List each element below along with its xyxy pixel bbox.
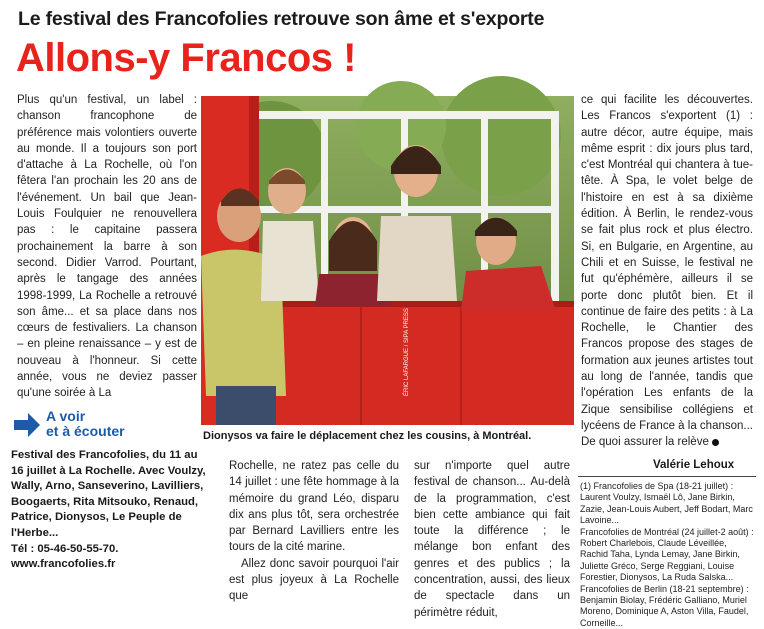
- photo-caption: Dionysos va faire le déplacement chez les cousins, à Montréal.: [203, 430, 532, 442]
- article-column-2: [229, 458, 399, 603]
- listing-spa: (1) Francofolies de Spa (18-21 juillet) : Laurent Voulzy, Ismaël Lô, Jane Birkin, Zazie, Jean-Louis Aubert, Jeff Bodart, Marc Lavoine...: [580, 481, 753, 526]
- author-signature: Valérie Lehoux: [653, 459, 735, 471]
- listing-berlin: Francofolies de Berlin (18-21 septembre) : Benjamin Biolay, Frédéric Galliano, Muriel Moreno, Dominique A, Aston Villa, Faudel, Corneille...: [580, 583, 749, 628]
- listing-divider: [578, 476, 756, 477]
- column-3-text: sur n'importe quel autre festival de chanson... Au-delà de la programmation, c'est bien cette ambiance qui fait toute la différence ; le mélange bon enfant des genres et des publics ; la concentration, aussi, des lieux de spectacle dans un périmètre réduit,: [414, 460, 570, 619]
- photo-credit: [404, 386, 410, 396]
- column-2-paragraph-2: Allez donc savoir pourquoi l'air est plus joyeux à La Rochelle que: [229, 557, 399, 603]
- info-box-details: Festival des Francofolies, du 11 au 16 juillet à La Rochelle. Avec Voulzy, Wally, Arno, Sanseverino, Lavilliers, Boogaerts, Rita Mitsouko, Renaud, Patrice, Dionysos, Le Peuple de l'Herbe...: [11, 449, 206, 539]
- band-photo: [201, 96, 574, 425]
- listing-montreal: Francofolies de Montréal (24 juillet-2 août) : Robert Charlebois, Claude Léveillée, Rachid Taha, Lynda Lemay, Jane Birkin, Juliette Gréco, Serge Reggiani, Louise Forestier, Dionysos, La Ruda Salska...: [580, 526, 754, 583]
- info-box: [8, 403, 213, 598]
- arrow-right-icon: [12, 410, 42, 440]
- info-box-body: [11, 448, 211, 573]
- info-box-phone: Tél : 05-46-50-55-70.: [11, 542, 119, 555]
- festival-listing: [580, 481, 756, 628]
- info-box-title-line-2: et à écouter: [46, 423, 125, 439]
- article-column-4: [581, 92, 753, 449]
- info-box-website[interactable]: www.francofolies.fr: [11, 558, 116, 571]
- end-bullet-icon: [712, 439, 719, 446]
- info-box-header: [12, 408, 192, 444]
- info-box-title-line-1: A voir: [46, 408, 86, 424]
- column-2-paragraph-1: Rochelle, ne ratez pas celle du 14 juillet : une fête hommage à la mémoire du grand Léo, disparu dix ans plus tôt, sera orchestrée par Bernard Lavilliers entre les tours de la cité marine.: [229, 460, 399, 554]
- article-headline: Allons-y Francos !: [16, 36, 356, 80]
- column-4-text: ce qui facilite les découvertes. Les Francos s'exportent (1) : autre décor, autre équipe, mais même esprit : dix jours plus tard, c'est Montréal qui chantera à tue-tête. À Spa, le volet belge de l'histoire en est à sa dixième édition. À Berlin, le rendez-vous se fait plus rock et plus électro. Si, en Bulgarie, en Argentine, au Chili et en Suisse, le festival ne fut qu'éphémère, ailleurs il se porte donc plutôt bien. Et il continue de faire des petits : à La Rochelle, le Chantier des Francos propose des stages de formation aux jeunes artistes tout au long de l'année, tandis que l'opération Les enfants de la Zique sensibilise collégiens et lycéens de France à la chanson... De quoi assurer la relève: [581, 94, 753, 449]
- band-photo-image: [201, 96, 574, 425]
- article-column-1: [17, 92, 197, 400]
- article-kicker: Le festival des Francofolies retrouve son âme et s'exporte: [18, 8, 545, 30]
- article-column-3: [414, 458, 570, 619]
- column-1-text: Plus qu'un festival, un label : chanson francophone de préférence mais volontiers ouverte au monde. Il a toujours son port d'attache à La Rochelle, où l'on fêtera l'an prochain les 20 ans de l'événement. Un bail que Jean-Louis Foulquier ne renouvellera pas : le capitaine passera prochainement la barre à son second. Didier Varrod. Pourtant, après le tangage des années 1998-1999, La Rochelle a retrouvé son âme... et sa place dans nos cœurs de festivaliers. La chanson – en pleine renaissance – y est de nouveau à l'honneur. Si cette année, vous ne deviez passer qu'une soirée à La: [17, 94, 197, 400]
